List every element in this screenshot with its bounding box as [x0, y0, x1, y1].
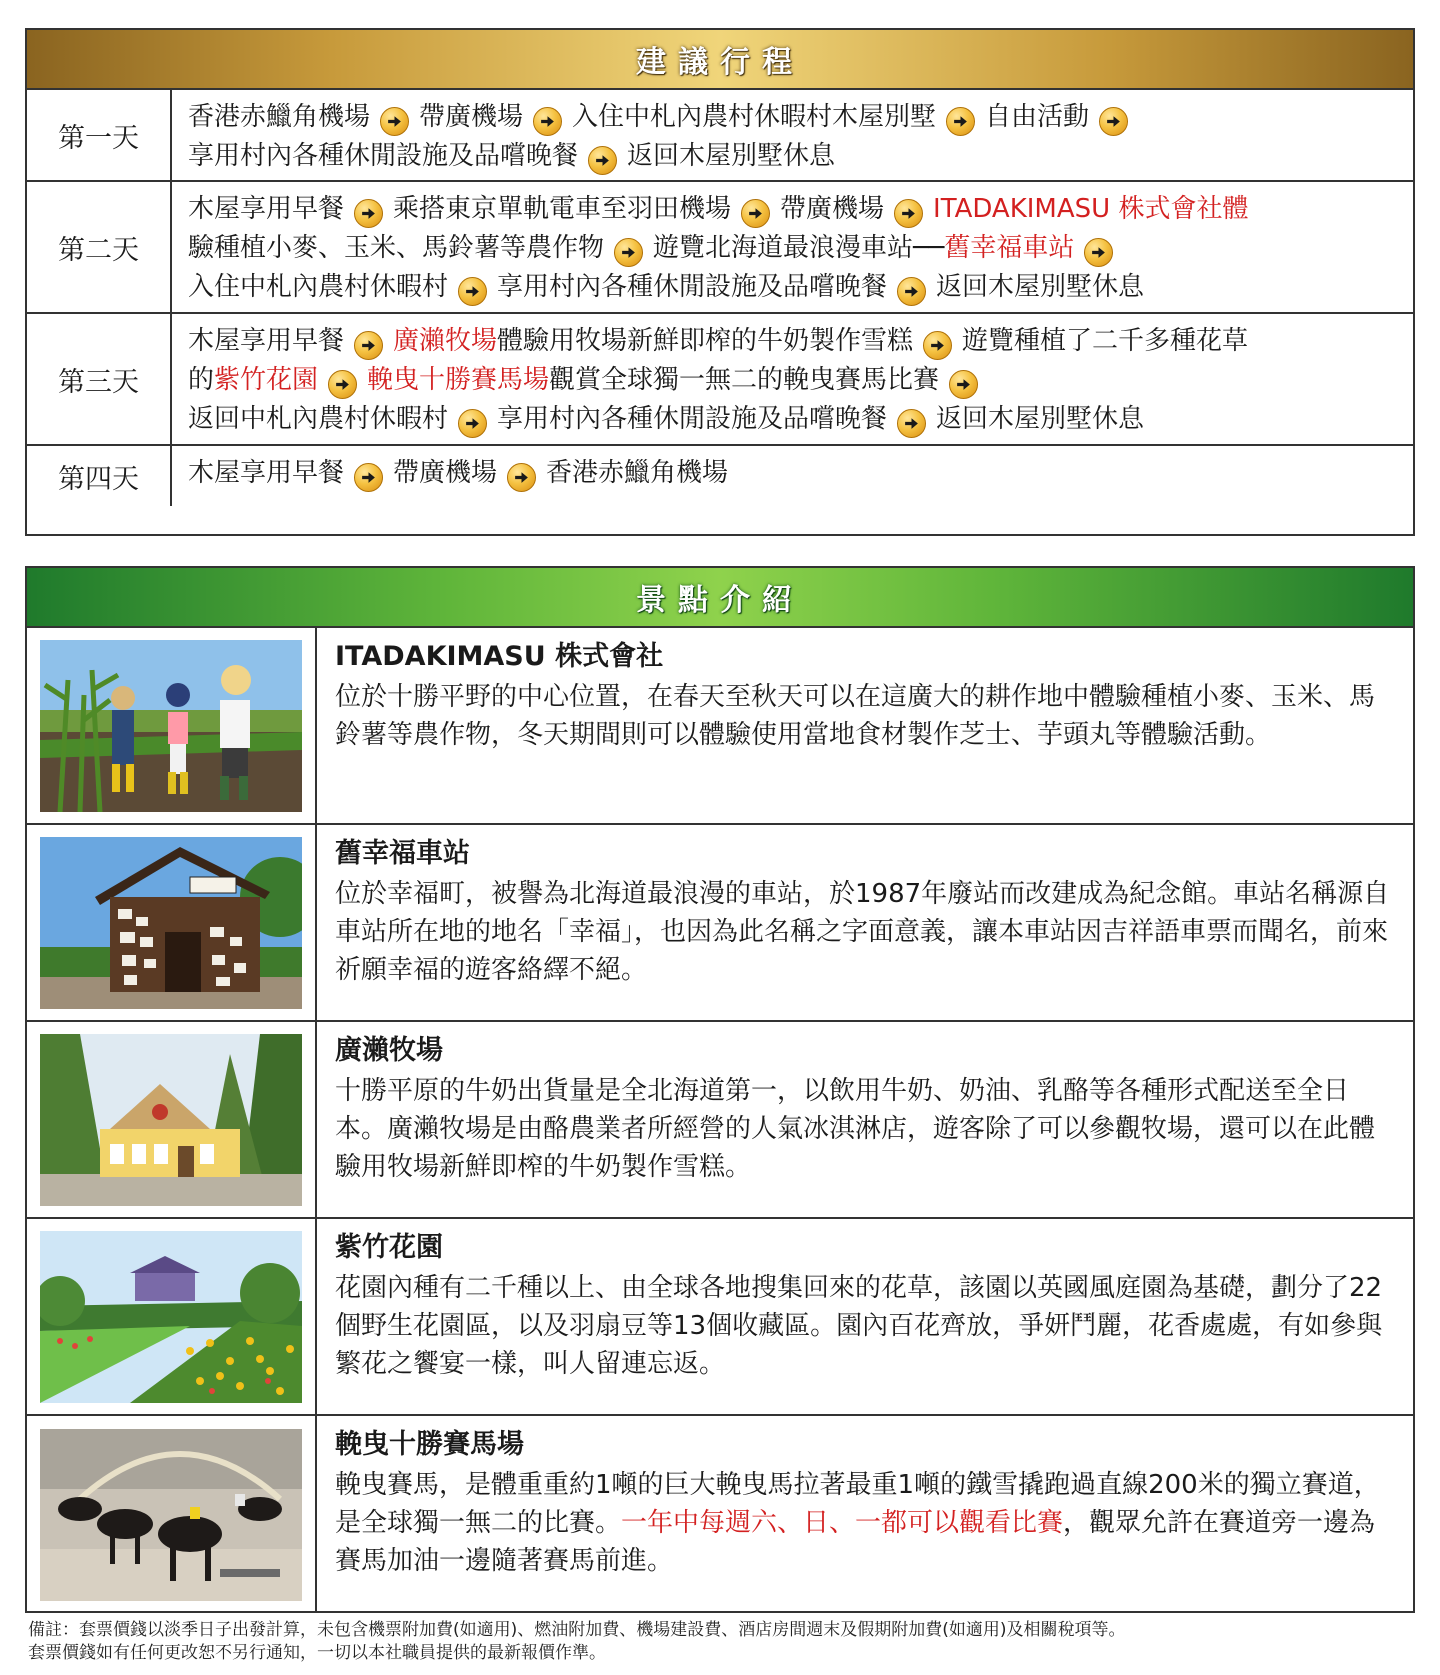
attraction-row-itadakimasu: [27, 628, 1413, 825]
day-schedule: [172, 446, 1413, 506]
schedule-item: 享用村內各種休閒設施及品嚐晚餐: [188, 141, 579, 171]
attraction-row-banei-racecourse: [27, 1416, 1413, 1613]
schedule-item: 木屋享用早餐: [188, 326, 345, 356]
schedule-item: 帶廣機場: [393, 458, 498, 488]
racecourse-photo: [27, 1416, 317, 1613]
arrow-right-icon: [741, 199, 770, 228]
arrow-right-icon: [1084, 238, 1113, 267]
attraction-title: 輓曳十勝賽馬場: [335, 1429, 524, 1460]
schedule-line: [188, 400, 1397, 439]
racecourse-photo-image: [40, 1429, 302, 1601]
highlight-place: ITADAKIMASU 株式會社體: [933, 194, 1249, 224]
garden-photo-image: [40, 1231, 302, 1403]
arrow-right-icon: [897, 277, 926, 306]
attraction-description: 十勝平原的牛奶出貨量是全北海道第一，以飲用牛奶、奶油、乳酪等各種形式配送至全日本。廣瀨牧場是由酪農業者所經營的人氣冰淇淋店，遊客除了可以參觀牧場，還可以在此體驗用牧場新鮮即榨的牛奶製作雪糕。: [335, 1076, 1376, 1182]
day-row: [27, 314, 1413, 446]
attraction-description: [335, 1466, 1395, 1580]
arrow-right-icon: [507, 463, 536, 492]
schedule-line: [188, 322, 1397, 361]
footnote-line: 套票價錢如有任何更改恕不另行通知，一切以本社職員提供的最新報價作準。: [28, 1643, 606, 1663]
schedule-item: 返回中札內農村休暇村: [188, 404, 449, 434]
highlight-place: 紫竹花園: [214, 365, 319, 395]
arrow-right-icon: [588, 146, 617, 175]
schedule-item: 體驗用牧場新鮮即榨的牛奶製作雪糕: [497, 326, 914, 356]
schedule-item: 返回木屋別墅休息: [627, 141, 836, 171]
schedule-line: [188, 229, 1397, 268]
schedule-line: [188, 137, 1397, 176]
farm-photo-image: [40, 640, 302, 812]
day-schedule: [172, 90, 1413, 180]
day-row: [27, 182, 1413, 314]
schedule-item: 返回木屋別墅休息: [936, 272, 1145, 302]
highlight-place: 廣瀨牧場: [393, 326, 498, 356]
attraction-description: 位於十勝平野的中心位置，在春天至秋天可以在這廣大的耕作地中體驗種植小麥、玉米、馬鈴薯等農作物，冬天期間則可以體驗使用當地食材製作芝士、芋頭丸等體驗活動。: [335, 682, 1376, 750]
attraction-title: ITADAKIMASU 株式會社: [335, 641, 664, 672]
arrow-right-icon: [614, 238, 643, 267]
schedule-item: 香港赤鱲角機場: [188, 102, 371, 132]
highlight-place: 舊幸福車站: [944, 233, 1075, 263]
itinerary-days: [27, 90, 1413, 506]
arrow-right-icon: [458, 277, 487, 306]
attractions-title: 景點介紹: [27, 568, 1413, 628]
ranch-photo: [27, 1022, 317, 1217]
schedule-item: 驗種植小麥、玉米、馬鈴薯等農作物: [188, 233, 605, 263]
schedule-line: [188, 361, 1397, 400]
schedule-item: 享用村內各種休閒設施及品嚐晚餐: [497, 272, 888, 302]
arrow-right-icon: [1099, 107, 1128, 136]
attraction-title: 紫竹花園: [335, 1232, 443, 1263]
schedule-item: 觀賞全球獨一無二的輓曳賽馬比賽: [549, 365, 940, 395]
farm-photo: [27, 628, 317, 823]
schedule-line: [188, 268, 1397, 307]
arrow-right-icon: [946, 107, 975, 136]
day-label: 第一天: [27, 90, 172, 180]
arrow-right-icon: [923, 331, 952, 360]
day-row: [27, 90, 1413, 182]
garden-photo: [27, 1219, 317, 1414]
day-schedule: [172, 314, 1413, 444]
description-highlight: 一年中每週六、日、一都可以觀看比賽: [621, 1508, 1064, 1538]
arrow-right-icon: [458, 409, 487, 438]
schedule-line: [188, 98, 1397, 137]
day-schedule: [172, 182, 1413, 312]
attraction-description: 位於幸福町，被譽為北海道最浪漫的車站，於1987年廢站而改建成為紀念館。車站名稱源自車站所在地的地名「幸福」，也因為此名稱之字面意義，讓本車站因吉祥語車票而聞名，前來祈願幸福的遊客絡繹不絕。: [335, 879, 1390, 985]
day-label: 第二天: [27, 182, 172, 312]
schedule-item: 木屋享用早餐: [188, 458, 345, 488]
arrow-right-icon: [533, 107, 562, 136]
description-text: ，觀眾允許在賽道旁一邊為賽馬加油一邊隨著賽馬前進。: [335, 1508, 1376, 1576]
arrow-right-icon: [894, 199, 923, 228]
schedule-item: 的: [188, 365, 215, 395]
schedule-item: 香港赤鱲角機場: [546, 458, 729, 488]
schedule-item: 帶廣機場: [419, 102, 524, 132]
schedule-item: 遊覽北海道最浪漫車站──: [653, 233, 945, 263]
attraction-title: 舊幸福車站: [335, 838, 470, 869]
ranch-photo-image: [40, 1034, 302, 1206]
day-row: [27, 446, 1413, 506]
footnote-line: 備註：套票價錢以淡季日子出發計算，未包含機票附加費(如適用)、燃油附加費、機場建設費、酒店房間週末及假期附加費(如適用)及相關稅項等。: [28, 1620, 1126, 1640]
schedule-line: [188, 454, 1397, 493]
schedule-item: 入住中札內農村休暇村: [188, 272, 449, 302]
description-text: 輓曳賽馬，是體重重約1噸的巨大輓曳馬拉著最重1噸的鐵雪撬跑過直線200米的獨立賽道，是全球獨一無二的比賽。: [335, 1470, 1380, 1538]
schedule-line: [188, 190, 1397, 229]
day-label: 第四天: [27, 446, 172, 506]
attraction-row-hirose-ranch: [27, 1022, 1413, 1219]
day-label: 第三天: [27, 314, 172, 444]
arrow-right-icon: [354, 199, 383, 228]
arrow-right-icon: [354, 331, 383, 360]
arrow-right-icon: [380, 107, 409, 136]
schedule-item: 帶廣機場: [780, 194, 885, 224]
schedule-item: 入住中札內農村休暇村木屋別墅: [572, 102, 937, 132]
attraction-row-koufuku-station: [27, 825, 1413, 1022]
station-photo: [27, 825, 317, 1020]
schedule-item: 木屋享用早餐: [188, 194, 345, 224]
footnote: [28, 1619, 1418, 1665]
attraction-row-shichiku-garden: [27, 1219, 1413, 1416]
station-photo-image: [40, 837, 302, 1009]
attraction-title: 廣瀨牧場: [335, 1035, 443, 1066]
attractions-table: [25, 566, 1415, 1613]
arrow-right-icon: [354, 463, 383, 492]
schedule-item: 享用村內各種休閒設施及品嚐晚餐: [497, 404, 888, 434]
itinerary-title: 建議行程: [27, 30, 1413, 90]
schedule-item: 乘搭東京單軌電車至羽田機場: [393, 194, 732, 224]
arrow-right-icon: [328, 370, 357, 399]
arrow-right-icon: [949, 370, 978, 399]
schedule-item: 自由活動: [985, 102, 1090, 132]
schedule-item: 返回木屋別墅休息: [936, 404, 1145, 434]
attraction-description: 花園內種有二千種以上、由全球各地搜集回來的花草，該園以英國風庭園為基礎，劃分了22個野生花園區，以及羽扇豆等13個收藏區。園內百花齊放，爭妍鬥麗，花香處處，有如參與繁花之饗宴一樣，叫人留連忘返。: [335, 1273, 1383, 1379]
arrow-right-icon: [897, 409, 926, 438]
itinerary-table: [25, 28, 1415, 536]
schedule-item: 遊覽種植了二千多種花草: [962, 326, 1249, 356]
highlight-place: 輓曳十勝賽馬場: [367, 365, 550, 395]
